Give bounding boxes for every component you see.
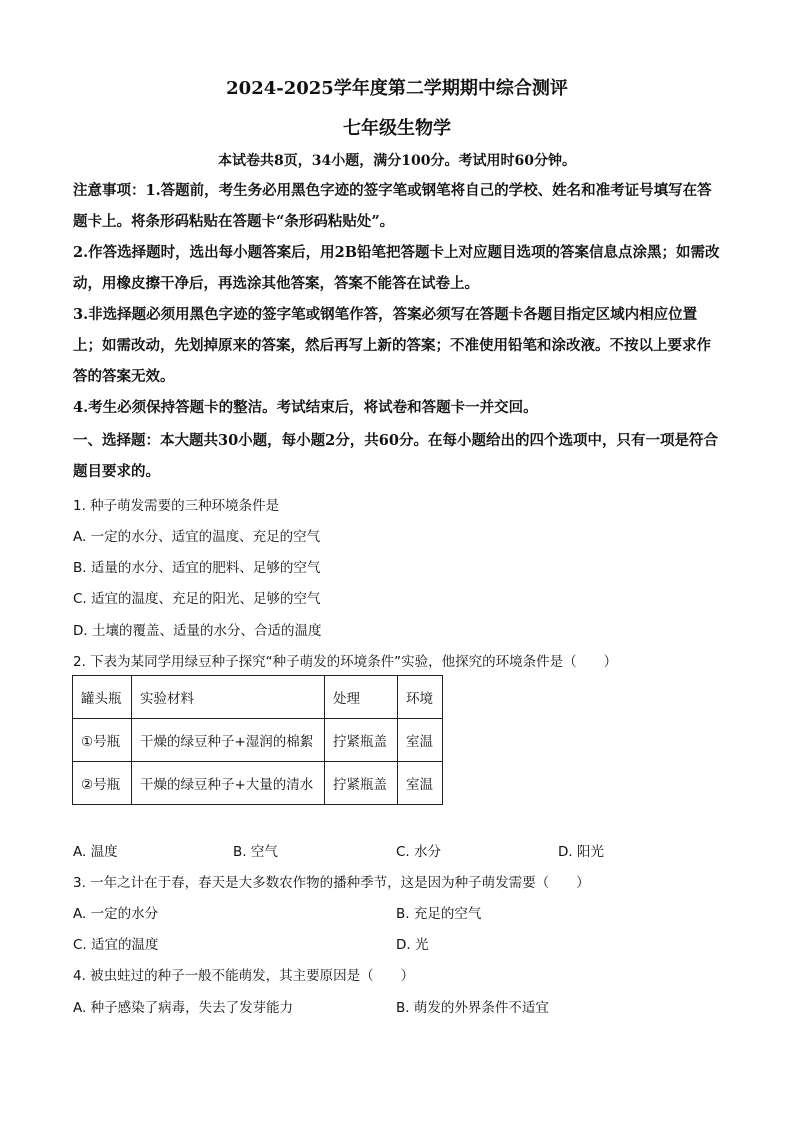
question-2-option-b: B. 空气 — [233, 844, 278, 860]
note-4: 4.考生必须保持答题卡的整洁。考试结束后，将试卷和答题卡一并交回。 — [73, 399, 538, 416]
question-2-option-a: A. 温度 — [73, 844, 118, 860]
note-2: 2.作答选择题时，选出每小题答案后，用2B铅笔把答题卡上对应题目选项的答案信息点涂黑；如需改动，用橡皮擦干净后，再选涂其他答案，答案不能答在试卷上。 — [73, 244, 720, 292]
question-3-option-b: B. 充足的空气 — [396, 906, 482, 922]
exam-info: 本试卷共8页，34小题，满分100分。考试用时60分钟。 — [218, 153, 576, 169]
question-4-option-b: B. 萌发的外界条件不适宜 — [396, 1000, 549, 1016]
table-cell: 拧紧瓶盖 — [325, 719, 398, 762]
question-1-option-b: B. 适量的水分、适宜的肥料、足够的空气 — [73, 560, 321, 576]
question-1-option-a: A. 一定的水分、适宜的温度、充足的空气 — [73, 529, 321, 545]
question-1-option-d: D. 土壤的覆盖、适量的水分、合适的温度 — [73, 623, 322, 639]
question-3-option-d: D. 光 — [396, 937, 429, 953]
question-2-option-d: D. 阳光 — [558, 844, 604, 860]
question-3-option-c: C. 适宜的温度 — [73, 937, 159, 953]
table-header-cell: 处理 — [325, 676, 398, 719]
note-3: 3.非选择题必须用黑色字迹的签字笔或钢笔作答，答案必须写在答题卡各题目指定区域内相应位置上；如需改动，先划掉原来的答案，然后再写上新的答案；不准使用铅笔和涂改液。不按以上要求作答的答案无效。 — [73, 306, 711, 385]
question-4-stem: 4. 被虫蛀过的种子一般不能萌发，其主要原因是（ ） — [73, 968, 415, 984]
table-cell: ①号瓶 — [73, 719, 132, 762]
table-header-cell: 环境 — [398, 676, 443, 719]
section-heading: 一、选择题：本大题共30小题，每小题2分，共60分。在每小题给出的四个选项中，只有一项是符合题目要求的。 — [73, 432, 718, 480]
table-cell: 拧紧瓶盖 — [325, 762, 398, 805]
table-row — [73, 719, 443, 762]
question-4-option-a: A. 种子感染了病毒，失去了发芽能力 — [73, 1000, 294, 1016]
exam-title: 2024-2025学年度第二学期期中综合测评 — [226, 78, 568, 99]
exam-notes — [73, 175, 723, 423]
table-cell: ②号瓶 — [73, 762, 132, 805]
table-header-cell: 罐头瓶 — [73, 676, 132, 719]
question-1-option-c: C. 适宜的温度、充足的阳光、足够的空气 — [73, 591, 321, 607]
table-cell: 室温 — [398, 719, 443, 762]
table-header-cell: 实验材料 — [132, 676, 325, 719]
table-cell: 干燥的绿豆种子+大量的清水 — [132, 762, 325, 805]
question-3-option-a: A. 一定的水分 — [73, 906, 159, 922]
table-header-row — [73, 676, 443, 719]
grade-subject: 七年级生物学 — [343, 118, 451, 139]
question-2-stem: 2. 下表为某同学用绿豆种子探究“种子萌发的环境条件”实验，他探究的环境条件是（ ） — [73, 654, 618, 670]
table-row — [73, 762, 443, 805]
table-cell: 干燥的绿豆种子+湿润的棉絮 — [132, 719, 325, 762]
note-1: 注意事项：1.答题前，考生务必用黑色字迹的签字笔或钢笔将自己的学校、姓名和准考证号填写在答题卡上。将条形码粘贴在答题卡“条形码粘贴处”。 — [73, 182, 712, 230]
table-cell: 室温 — [398, 762, 443, 805]
question-3-stem: 3. 一年之计在于春，春天是大多数农作物的播种季节，这是因为种子萌发需要（ ） — [73, 875, 590, 891]
question-2-option-c: C. 水分 — [396, 844, 442, 860]
question-1-stem: 1. 种子萌发需要的三种环境条件是 — [73, 498, 280, 514]
experiment-table — [72, 675, 443, 805]
